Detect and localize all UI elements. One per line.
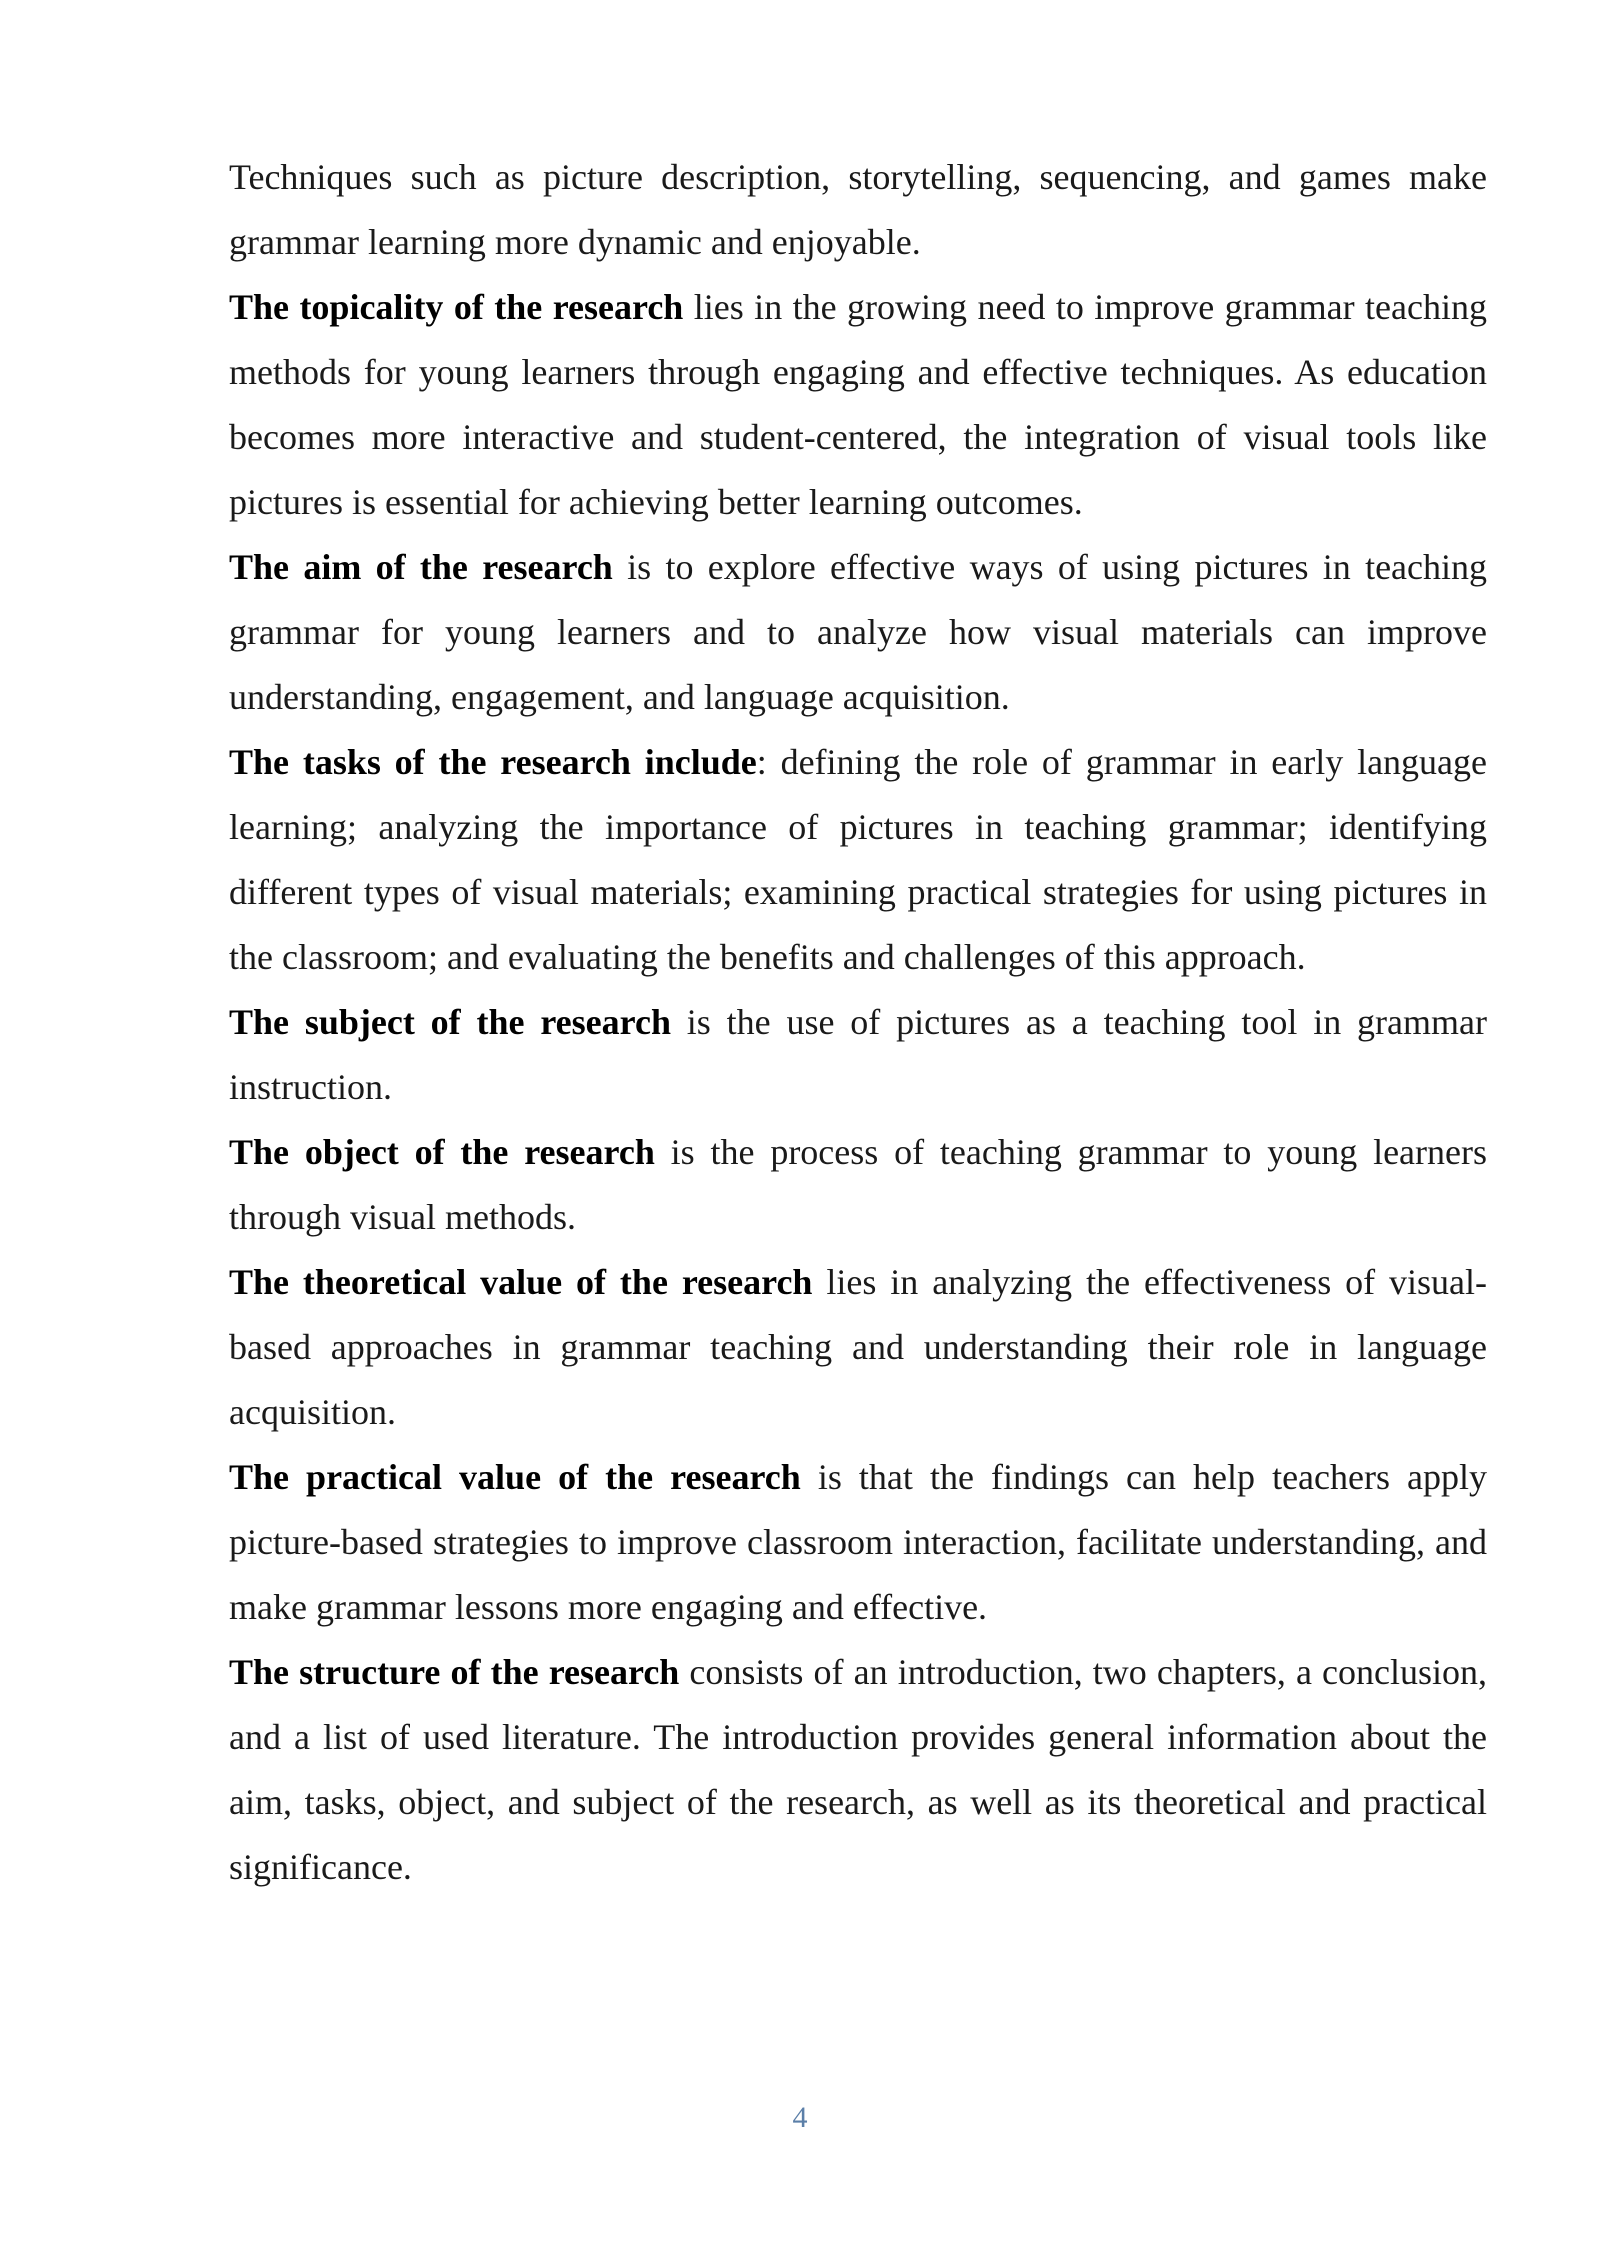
- paragraph-theoretical-value: [229, 1250, 1487, 1445]
- paragraph-text: is the use of pictures as a teaching tool in grammar instruction.: [229, 1002, 1487, 1107]
- paragraph-practical-value: [229, 1445, 1487, 1640]
- document-body: [229, 145, 1487, 1900]
- paragraph-text: lies in analyzing the effectiveness of visual-based approaches in grammar teaching and understanding their role in language acquisition.: [229, 1262, 1488, 1432]
- paragraph-heading: The theoretical value of the research: [229, 1262, 813, 1302]
- paragraph-text: lies in the growing need to improve grammar teaching methods for young learners through engaging and effective techniques. As education becomes more interactive and student-centered, the integration of visual tools like pictures is essential for achieving better learning outcomes.: [229, 287, 1487, 522]
- paragraph-aim: [229, 535, 1487, 730]
- paragraph-text: consists of an introduction, two chapters, a conclusion, and a list of used literature. The introduction provides general information about the aim, tasks, object, and subject of the research, as well as its theoretical and practical significance.: [229, 1652, 1487, 1887]
- paragraph-text: is that the findings can help teachers apply picture-based strategies to improve classroom interaction, facilitate understanding, and make grammar lessons more engaging and effective.: [229, 1457, 1488, 1627]
- page-number: 4: [792, 2101, 808, 2134]
- paragraph-tasks: [229, 730, 1487, 990]
- paragraph-heading: The topicality of the research: [229, 287, 684, 327]
- paragraph-object: [229, 1120, 1487, 1250]
- paragraph-heading: The tasks of the research include: [229, 742, 757, 782]
- paragraph-structure: [229, 1640, 1487, 1900]
- paragraph-heading: The object of the research: [229, 1132, 655, 1172]
- paragraph-heading: The practical value of the research: [229, 1457, 801, 1497]
- paragraph-techniques: [229, 145, 1487, 275]
- paragraph-text: is to explore effective ways of using pictures in teaching grammar for young learners and to analyze how visual materials can improve understanding, engagement, and language acquisition.: [229, 547, 1488, 717]
- paragraph-heading: The subject of the research: [229, 1002, 671, 1042]
- paragraph-text: is the process of teaching grammar to young learners through visual methods.: [229, 1132, 1487, 1237]
- paragraph-heading: The aim of the research: [229, 547, 613, 587]
- paragraph-subject: [229, 990, 1487, 1120]
- paragraph-text: : defining the role of grammar in early language learning; analyzing the importance of pictures in teaching grammar; identifying different types of visual materials; examining practical strategies for using pictures in the classroom; and evaluating the benefits and challenges of this approach.: [229, 742, 1488, 977]
- paragraph-text: Techniques such as picture description, storytelling, sequencing, and games make grammar learning more dynamic and enjoyable.: [229, 157, 1487, 262]
- paragraph-topicality: [229, 275, 1487, 535]
- paragraph-heading: The structure of the research: [229, 1652, 680, 1692]
